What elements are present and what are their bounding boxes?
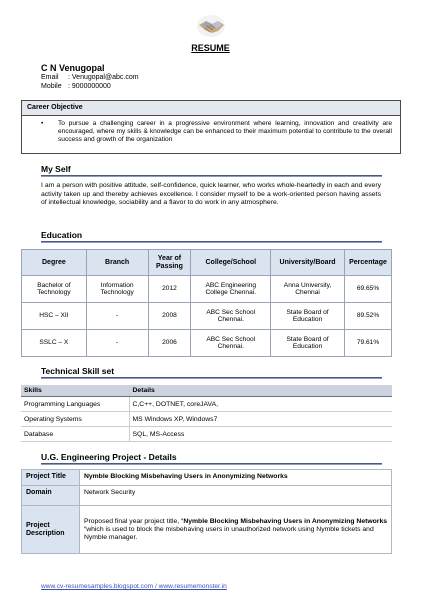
footer-links: [41, 583, 227, 590]
handshake-icon: [196, 13, 226, 39]
education-header-row: [22, 250, 392, 276]
table-cell: SSLC – X: [22, 330, 87, 357]
table-cell: Bachelor of Technology: [22, 276, 87, 303]
project-description-value: [79, 506, 391, 554]
table-row: [21, 397, 392, 412]
description-suffix: “which is used to block the misbehaving users in unauthorized network using Nymble tickets and Nymble manager.: [83, 525, 374, 541]
table-cell: -: [86, 303, 148, 330]
col-header: Degree: [22, 250, 87, 276]
email-value: : Venugopal@abc.com: [68, 74, 139, 81]
table-row: [21, 412, 392, 427]
email-label: Email: [41, 74, 59, 81]
mobile-value: : 9000000000: [68, 83, 111, 90]
table-cell: ABC Sec School Chennai.: [191, 303, 271, 330]
table-cell: 79.61%: [345, 330, 392, 357]
candidate-name: C N Venugopal: [41, 63, 105, 73]
resume-title: RESUME: [191, 43, 230, 53]
table-cell: Operating Systems: [21, 412, 129, 427]
email-line: [41, 73, 139, 82]
table-cell: 2012: [148, 276, 191, 303]
col-header: College/School: [191, 250, 271, 276]
table-cell: Anna University, Chennai: [271, 276, 345, 303]
education-table: [21, 249, 392, 357]
table-cell: MS Windows XP, Windows7: [129, 412, 392, 427]
project-table: [21, 469, 392, 554]
project-title-value: Nymble Blocking Misbehaving Users in Anonymizing Networks: [79, 470, 391, 486]
table-cell: 69.65%: [345, 276, 392, 303]
table-cell: Information Technology: [86, 276, 148, 303]
col-header: Year of Passing: [148, 250, 191, 276]
career-objective-body: [21, 116, 401, 154]
col-header: Skills: [21, 385, 129, 397]
footer-link-resumemonster[interactable]: www.resumemonster.in: [158, 583, 227, 590]
project-description-label: Project Description: [22, 506, 80, 554]
table-cell: SQL, MS-Access: [129, 427, 392, 442]
mobile-label: Mobile: [41, 83, 62, 90]
mobile-line: [41, 82, 111, 91]
table-row: [21, 427, 392, 442]
project-domain-label: Domain: [22, 486, 80, 506]
skills-heading: Technical Skill set: [41, 366, 115, 376]
description-project-name: Nymble Blocking Misbehaving Users in Anonymizing Networks: [183, 517, 388, 525]
skills-table: [21, 385, 392, 442]
myself-text: I am a person with positive attitude, self-confidence, quick learner, who works whole-heartedly in each and every activity taken up and thereby achieves excellence. I consider myself to be a work-oriented person having assets of intellectual knowledge, sociability and a flavor to do work in any atmosphere.: [41, 182, 381, 206]
table-cell: State Board of Education: [271, 303, 345, 330]
col-header: Branch: [86, 250, 148, 276]
table-row: [22, 330, 392, 357]
section-divider: [41, 463, 382, 465]
table-cell: State Board of Education: [271, 330, 345, 357]
education-heading: Education: [41, 230, 83, 240]
table-cell: ABC Sec School Chennai.: [191, 330, 271, 357]
table-cell: 89.52%: [345, 303, 392, 330]
table-cell: 2006: [148, 330, 191, 357]
career-objective-text: To pursue a challenging career in a progressive environment where learning, innovation and creativity are encouraged, where my skills & knowledge can be enhanced to their maximum potential to contribute to the overall success and growth of the organization: [58, 120, 392, 143]
footer-separator: /: [153, 583, 159, 590]
footer-link-blogspot[interactable]: www.cv-resumesamples.blogspot.com: [41, 583, 154, 590]
project-domain-value: Network Security: [79, 486, 391, 506]
section-divider: [41, 377, 382, 379]
myself-heading: My Self: [41, 164, 71, 174]
description-prefix: Proposed final year project title, “: [83, 517, 184, 525]
col-header: University/Board: [271, 250, 345, 276]
project-heading: U.G. Engineering Project - Details: [41, 452, 177, 462]
table-cell: ABC Engineering College Chennai.: [191, 276, 271, 303]
bullet-icon: •: [41, 120, 44, 127]
table-cell: Database: [21, 427, 129, 442]
section-divider: [41, 241, 382, 243]
col-header: Details: [129, 385, 392, 397]
section-divider: [41, 175, 382, 177]
skills-header-row: [21, 385, 392, 397]
table-row: [22, 303, 392, 330]
col-header: Percentage: [345, 250, 392, 276]
table-row: [22, 276, 392, 303]
career-objective-heading: Career Objective: [21, 100, 401, 116]
table-cell: Programming Languages: [21, 397, 129, 412]
table-cell: HSC – XII: [22, 303, 87, 330]
project-title-label: Project Title: [22, 470, 80, 486]
table-row: [22, 506, 392, 554]
table-cell: -: [86, 330, 148, 357]
table-cell: C,C++, DOTNET, coreJAVA,: [129, 397, 392, 412]
table-row: [22, 486, 392, 506]
table-cell: 2008: [148, 303, 191, 330]
table-row: [22, 470, 392, 486]
